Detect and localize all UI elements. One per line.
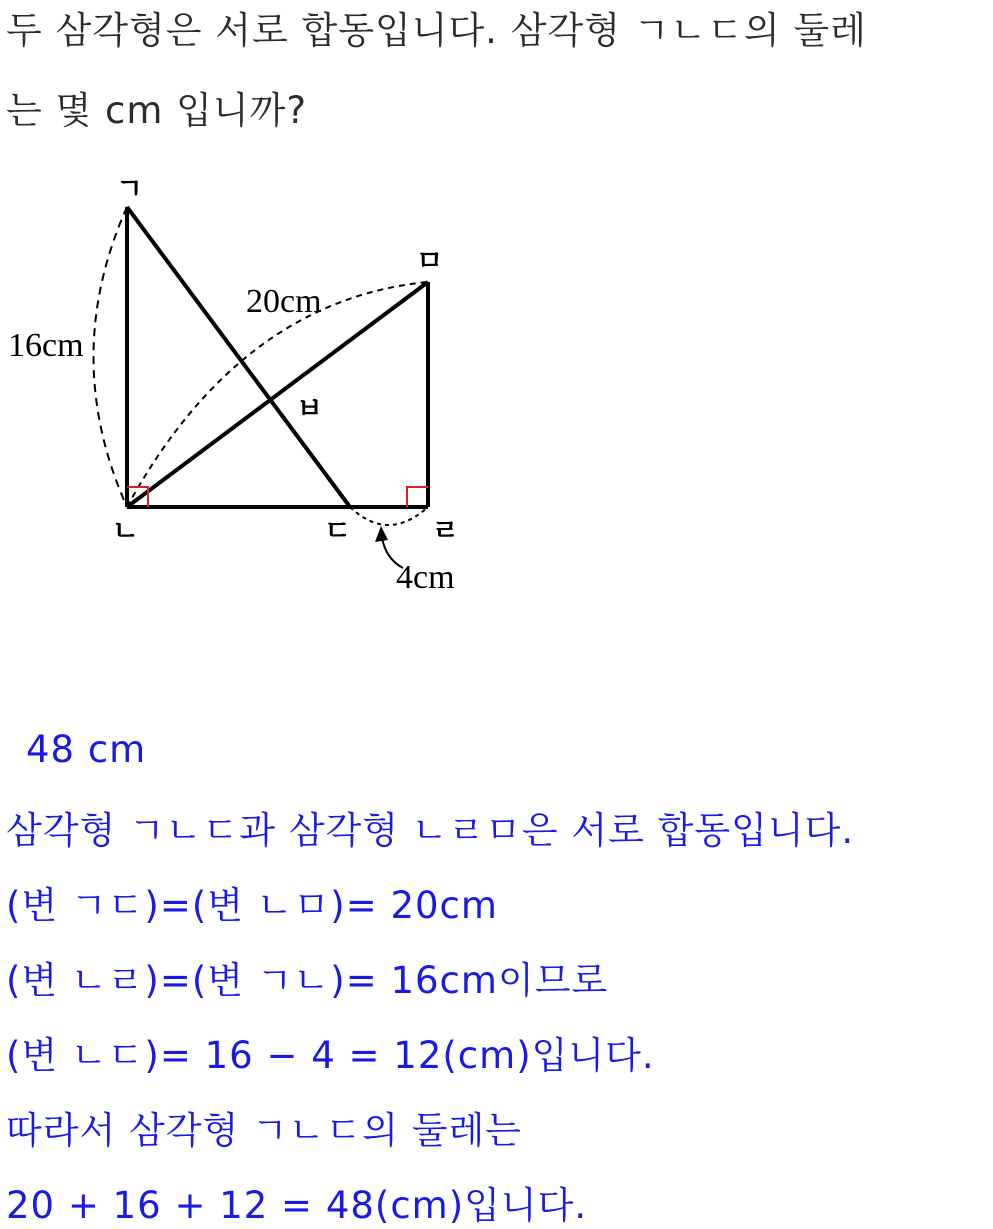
- question-line-2: 는 몇 cm 입니까?: [6, 89, 308, 132]
- vertex-label-m: ㅁ: [416, 244, 444, 277]
- measure-16cm: 16cm: [8, 327, 84, 364]
- measure-4cm: 4cm: [396, 559, 455, 596]
- vertex-label-r: ㄹ: [432, 514, 460, 547]
- right-angle-mark-r: [407, 487, 428, 507]
- vertex-label-n: ㄴ: [112, 514, 140, 547]
- solution-line-1: 삼각형 ㄱㄴㄷ과 삼각형 ㄴㄹㅁ은 서로 합동입니다.: [6, 809, 855, 852]
- vertex-label-g: ㄱ: [116, 172, 144, 205]
- vertex-label-b: ㅂ: [296, 392, 324, 425]
- vertex-label-d: ㄷ: [324, 514, 352, 547]
- solution-line-3: (변 ㄴㄹ)=(변 ㄱㄴ)= 16cm이므로: [6, 959, 609, 1002]
- solution-line-2: (변 ㄱㄷ)=(변 ㄴㅁ)= 20cm: [6, 884, 498, 927]
- triangle-figure: [0, 170, 520, 610]
- measure-20cm: 20cm: [246, 283, 322, 320]
- side-gd: [127, 207, 350, 507]
- arc-16cm: [94, 207, 128, 507]
- question-line-1: 두 삼각형은 서로 합동입니다. 삼각형 ㄱㄴㄷ의 둘레: [6, 9, 867, 52]
- arc-4cm: [350, 507, 428, 525]
- solution-line-4: (변 ㄴㄷ)= 16 − 4 = 12(cm)입니다.: [6, 1034, 655, 1077]
- answer-value: 48 cm: [26, 728, 147, 771]
- arrowhead-4cm: [375, 526, 388, 542]
- solution-line-5: 따라서 삼각형 ㄱㄴㄷ의 둘레는: [6, 1109, 522, 1152]
- solution-line-6: 20 + 16 + 12 = 48(cm)입니다.: [6, 1184, 588, 1227]
